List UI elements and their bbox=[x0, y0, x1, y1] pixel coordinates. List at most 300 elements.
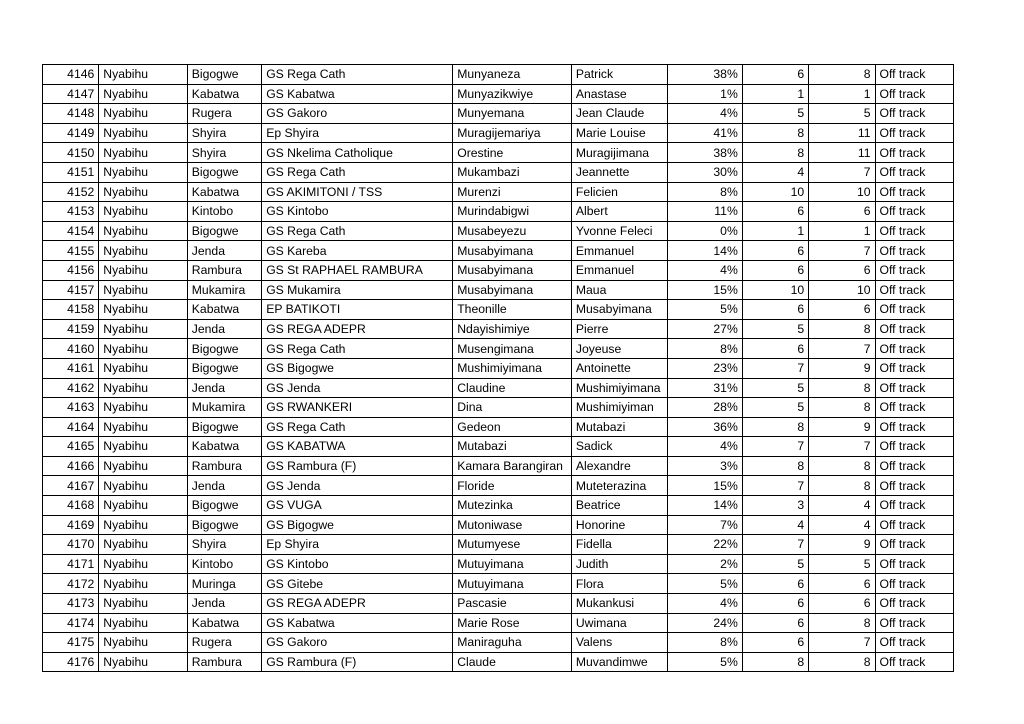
cell-school: GS Gitebe bbox=[262, 574, 453, 594]
cell-school: GS Jenda bbox=[262, 476, 453, 496]
cell-status: Off track bbox=[875, 437, 953, 457]
cell-first_name: Emmanuel bbox=[571, 241, 668, 261]
cell-count_1: 6 bbox=[742, 65, 808, 85]
cell-last_name: Floride bbox=[453, 476, 572, 496]
table-row bbox=[43, 143, 954, 163]
cell-status: Off track bbox=[875, 613, 953, 633]
cell-school: GS Kabatwa bbox=[262, 613, 453, 633]
cell-first_name: Anastase bbox=[571, 84, 668, 104]
cell-count_1: 5 bbox=[742, 398, 808, 418]
cell-sector: Kabatwa bbox=[187, 613, 261, 633]
cell-count_2: 8 bbox=[809, 652, 875, 672]
cell-first_name: Fidella bbox=[571, 535, 668, 555]
cell-last_name: Musabyimana bbox=[453, 260, 572, 280]
cell-status: Off track bbox=[875, 241, 953, 261]
cell-id: 4165 bbox=[43, 437, 99, 457]
cell-school: GS Gakoro bbox=[262, 633, 453, 653]
cell-id: 4154 bbox=[43, 221, 99, 241]
cell-id: 4156 bbox=[43, 260, 99, 280]
cell-count_2: 7 bbox=[809, 162, 875, 182]
cell-sector: Mukamira bbox=[187, 280, 261, 300]
cell-last_name: Mutoniwase bbox=[453, 515, 572, 535]
cell-school: GS VUGA bbox=[262, 496, 453, 516]
cell-count_1: 8 bbox=[742, 143, 808, 163]
table-row bbox=[43, 398, 954, 418]
cell-sector: Bigogwe bbox=[187, 221, 261, 241]
cell-percent: 1% bbox=[668, 84, 742, 104]
cell-percent: 23% bbox=[668, 358, 742, 378]
table-row bbox=[43, 162, 954, 182]
cell-sector: Bigogwe bbox=[187, 515, 261, 535]
cell-count_2: 5 bbox=[809, 554, 875, 574]
cell-last_name: Mutumyese bbox=[453, 535, 572, 555]
cell-status: Off track bbox=[875, 594, 953, 614]
table-row bbox=[43, 241, 954, 261]
cell-percent: 31% bbox=[668, 378, 742, 398]
cell-percent: 38% bbox=[668, 65, 742, 85]
cell-first_name: Albert bbox=[571, 202, 668, 222]
cell-sector: Kintobo bbox=[187, 202, 261, 222]
cell-id: 4153 bbox=[43, 202, 99, 222]
cell-last_name: Claude bbox=[453, 652, 572, 672]
cell-count_2: 6 bbox=[809, 574, 875, 594]
cell-sector: Kabatwa bbox=[187, 84, 261, 104]
cell-district: Nyabihu bbox=[99, 437, 187, 457]
cell-district: Nyabihu bbox=[99, 535, 187, 555]
cell-school: GS Rega Cath bbox=[262, 339, 453, 359]
cell-school: GS Rega Cath bbox=[262, 221, 453, 241]
cell-last_name: Musabeyezu bbox=[453, 221, 572, 241]
cell-last_name: Mushimiyimana bbox=[453, 358, 572, 378]
cell-last_name: Mutezinka bbox=[453, 496, 572, 516]
cell-last_name: Munyaneza bbox=[453, 65, 572, 85]
table-row bbox=[43, 437, 954, 457]
cell-sector: Rugera bbox=[187, 104, 261, 124]
cell-percent: 15% bbox=[668, 476, 742, 496]
cell-sector: Jenda bbox=[187, 594, 261, 614]
cell-status: Off track bbox=[875, 104, 953, 124]
cell-school: GS Jenda bbox=[262, 378, 453, 398]
cell-first_name: Jean Claude bbox=[571, 104, 668, 124]
cell-percent: 11% bbox=[668, 202, 742, 222]
cell-first_name: Muragijimana bbox=[571, 143, 668, 163]
cell-district: Nyabihu bbox=[99, 652, 187, 672]
cell-count_1: 8 bbox=[742, 652, 808, 672]
cell-status: Off track bbox=[875, 476, 953, 496]
cell-sector: Jenda bbox=[187, 476, 261, 496]
cell-count_1: 6 bbox=[742, 260, 808, 280]
cell-last_name: Claudine bbox=[453, 378, 572, 398]
cell-status: Off track bbox=[875, 515, 953, 535]
cell-status: Off track bbox=[875, 65, 953, 85]
cell-first_name: Muvandimwe bbox=[571, 652, 668, 672]
cell-percent: 4% bbox=[668, 437, 742, 457]
cell-first_name: Beatrice bbox=[571, 496, 668, 516]
cell-count_2: 8 bbox=[809, 476, 875, 496]
cell-percent: 0% bbox=[668, 221, 742, 241]
cell-count_2: 9 bbox=[809, 417, 875, 437]
table-row bbox=[43, 65, 954, 85]
cell-district: Nyabihu bbox=[99, 65, 187, 85]
cell-id: 4157 bbox=[43, 280, 99, 300]
cell-count_1: 6 bbox=[742, 202, 808, 222]
cell-sector: Bigogwe bbox=[187, 162, 261, 182]
cell-school: GS Kareba bbox=[262, 241, 453, 261]
cell-first_name: Muteterazina bbox=[571, 476, 668, 496]
cell-status: Off track bbox=[875, 398, 953, 418]
cell-first_name: Mushimiyiman bbox=[571, 398, 668, 418]
cell-percent: 3% bbox=[668, 456, 742, 476]
table-row bbox=[43, 476, 954, 496]
cell-count_2: 8 bbox=[809, 378, 875, 398]
cell-sector: Bigogwe bbox=[187, 358, 261, 378]
cell-count_2: 7 bbox=[809, 633, 875, 653]
cell-last_name: Mukambazi bbox=[453, 162, 572, 182]
cell-status: Off track bbox=[875, 535, 953, 555]
table-row bbox=[43, 84, 954, 104]
cell-count_2: 6 bbox=[809, 260, 875, 280]
cell-id: 4148 bbox=[43, 104, 99, 124]
cell-last_name: Ndayishimiye bbox=[453, 319, 572, 339]
cell-count_2: 4 bbox=[809, 496, 875, 516]
table-row bbox=[43, 260, 954, 280]
cell-district: Nyabihu bbox=[99, 398, 187, 418]
cell-sector: Bigogwe bbox=[187, 339, 261, 359]
cell-status: Off track bbox=[875, 319, 953, 339]
table-row bbox=[43, 496, 954, 516]
cell-school: GS Rega Cath bbox=[262, 417, 453, 437]
cell-last_name: Musabyimana bbox=[453, 241, 572, 261]
cell-percent: 5% bbox=[668, 574, 742, 594]
cell-sector: Jenda bbox=[187, 319, 261, 339]
data-table bbox=[42, 64, 954, 672]
cell-first_name: Musabyimana bbox=[571, 300, 668, 320]
cell-count_2: 6 bbox=[809, 202, 875, 222]
cell-count_2: 1 bbox=[809, 84, 875, 104]
cell-count_1: 7 bbox=[742, 358, 808, 378]
cell-last_name: Murenzi bbox=[453, 182, 572, 202]
cell-count_1: 7 bbox=[742, 437, 808, 457]
cell-percent: 7% bbox=[668, 515, 742, 535]
cell-count_2: 8 bbox=[809, 456, 875, 476]
cell-first_name: Honorine bbox=[571, 515, 668, 535]
cell-percent: 4% bbox=[668, 104, 742, 124]
cell-school: GS Kintobo bbox=[262, 554, 453, 574]
cell-last_name: Munyazikwiye bbox=[453, 84, 572, 104]
table-row bbox=[43, 613, 954, 633]
cell-count_2: 10 bbox=[809, 280, 875, 300]
cell-id: 4158 bbox=[43, 300, 99, 320]
cell-count_2: 8 bbox=[809, 398, 875, 418]
cell-status: Off track bbox=[875, 300, 953, 320]
cell-id: 4171 bbox=[43, 554, 99, 574]
cell-first_name: Flora bbox=[571, 574, 668, 594]
cell-first_name: Mushimiyimana bbox=[571, 378, 668, 398]
cell-percent: 36% bbox=[668, 417, 742, 437]
cell-id: 4151 bbox=[43, 162, 99, 182]
cell-district: Nyabihu bbox=[99, 202, 187, 222]
cell-id: 4147 bbox=[43, 84, 99, 104]
cell-status: Off track bbox=[875, 162, 953, 182]
cell-sector: Jenda bbox=[187, 378, 261, 398]
cell-count_2: 7 bbox=[809, 241, 875, 261]
cell-district: Nyabihu bbox=[99, 339, 187, 359]
cell-district: Nyabihu bbox=[99, 554, 187, 574]
cell-count_2: 4 bbox=[809, 515, 875, 535]
cell-id: 4159 bbox=[43, 319, 99, 339]
cell-percent: 8% bbox=[668, 339, 742, 359]
cell-id: 4150 bbox=[43, 143, 99, 163]
cell-sector: Rambura bbox=[187, 260, 261, 280]
cell-first_name: Uwimana bbox=[571, 613, 668, 633]
cell-first_name: Felicien bbox=[571, 182, 668, 202]
cell-district: Nyabihu bbox=[99, 633, 187, 653]
cell-district: Nyabihu bbox=[99, 319, 187, 339]
cell-percent: 4% bbox=[668, 594, 742, 614]
table-row bbox=[43, 104, 954, 124]
table-row bbox=[43, 202, 954, 222]
cell-first_name: Judith bbox=[571, 554, 668, 574]
cell-district: Nyabihu bbox=[99, 476, 187, 496]
cell-school: Ep Shyira bbox=[262, 123, 453, 143]
cell-status: Off track bbox=[875, 417, 953, 437]
cell-count_1: 6 bbox=[742, 594, 808, 614]
cell-sector: Bigogwe bbox=[187, 496, 261, 516]
cell-status: Off track bbox=[875, 496, 953, 516]
cell-sector: Shyira bbox=[187, 143, 261, 163]
cell-id: 4155 bbox=[43, 241, 99, 261]
cell-sector: Mukamira bbox=[187, 398, 261, 418]
cell-percent: 41% bbox=[668, 123, 742, 143]
cell-last_name: Munyemana bbox=[453, 104, 572, 124]
cell-count_2: 6 bbox=[809, 594, 875, 614]
cell-count_1: 1 bbox=[742, 84, 808, 104]
cell-id: 4162 bbox=[43, 378, 99, 398]
cell-status: Off track bbox=[875, 84, 953, 104]
cell-first_name: Joyeuse bbox=[571, 339, 668, 359]
cell-id: 4167 bbox=[43, 476, 99, 496]
cell-count_1: 4 bbox=[742, 515, 808, 535]
cell-count_2: 11 bbox=[809, 143, 875, 163]
cell-percent: 38% bbox=[668, 143, 742, 163]
cell-status: Off track bbox=[875, 633, 953, 653]
cell-count_1: 10 bbox=[742, 182, 808, 202]
cell-school: GS Rega Cath bbox=[262, 65, 453, 85]
table-body bbox=[43, 65, 954, 672]
cell-sector: Kabatwa bbox=[187, 437, 261, 457]
table-row bbox=[43, 182, 954, 202]
cell-sector: Rugera bbox=[187, 633, 261, 653]
cell-last_name: Theonille bbox=[453, 300, 572, 320]
cell-last_name: Maniraguha bbox=[453, 633, 572, 653]
cell-school: GS Rambura (F) bbox=[262, 652, 453, 672]
cell-id: 4176 bbox=[43, 652, 99, 672]
cell-count_2: 5 bbox=[809, 104, 875, 124]
cell-district: Nyabihu bbox=[99, 574, 187, 594]
cell-district: Nyabihu bbox=[99, 358, 187, 378]
cell-sector: Kabatwa bbox=[187, 300, 261, 320]
cell-last_name: Kamara Barangiran bbox=[453, 456, 572, 476]
cell-district: Nyabihu bbox=[99, 241, 187, 261]
cell-count_2: 6 bbox=[809, 300, 875, 320]
cell-count_2: 8 bbox=[809, 65, 875, 85]
cell-id: 4175 bbox=[43, 633, 99, 653]
cell-id: 4164 bbox=[43, 417, 99, 437]
table-row bbox=[43, 574, 954, 594]
cell-count_1: 8 bbox=[742, 417, 808, 437]
cell-sector: Jenda bbox=[187, 241, 261, 261]
cell-sector: Rambura bbox=[187, 652, 261, 672]
cell-count_2: 8 bbox=[809, 319, 875, 339]
cell-last_name: Mutabazi bbox=[453, 437, 572, 457]
table-row bbox=[43, 515, 954, 535]
cell-percent: 2% bbox=[668, 554, 742, 574]
cell-school: EP BATIKOTI bbox=[262, 300, 453, 320]
cell-percent: 28% bbox=[668, 398, 742, 418]
cell-percent: 14% bbox=[668, 241, 742, 261]
cell-sector: Muringa bbox=[187, 574, 261, 594]
cell-id: 4174 bbox=[43, 613, 99, 633]
cell-count_1: 8 bbox=[742, 456, 808, 476]
cell-status: Off track bbox=[875, 143, 953, 163]
cell-school: GS Bigogwe bbox=[262, 515, 453, 535]
cell-count_2: 7 bbox=[809, 339, 875, 359]
table-row bbox=[43, 339, 954, 359]
cell-percent: 22% bbox=[668, 535, 742, 555]
cell-district: Nyabihu bbox=[99, 123, 187, 143]
cell-district: Nyabihu bbox=[99, 182, 187, 202]
cell-school: GS St RAPHAEL RAMBURA bbox=[262, 260, 453, 280]
cell-sector: Shyira bbox=[187, 535, 261, 555]
cell-percent: 5% bbox=[668, 652, 742, 672]
table-row bbox=[43, 221, 954, 241]
cell-district: Nyabihu bbox=[99, 280, 187, 300]
cell-first_name: Jeannette bbox=[571, 162, 668, 182]
cell-first_name: Mukankusi bbox=[571, 594, 668, 614]
cell-first_name: Yvonne Feleci bbox=[571, 221, 668, 241]
cell-count_1: 6 bbox=[742, 241, 808, 261]
cell-id: 4169 bbox=[43, 515, 99, 535]
cell-id: 4173 bbox=[43, 594, 99, 614]
cell-id: 4163 bbox=[43, 398, 99, 418]
cell-id: 4152 bbox=[43, 182, 99, 202]
cell-first_name: Patrick bbox=[571, 65, 668, 85]
cell-last_name: Orestine bbox=[453, 143, 572, 163]
cell-count_1: 6 bbox=[742, 339, 808, 359]
cell-district: Nyabihu bbox=[99, 613, 187, 633]
cell-district: Nyabihu bbox=[99, 221, 187, 241]
cell-id: 4170 bbox=[43, 535, 99, 555]
cell-id: 4166 bbox=[43, 456, 99, 476]
cell-status: Off track bbox=[875, 202, 953, 222]
table-row bbox=[43, 554, 954, 574]
cell-count_1: 6 bbox=[742, 300, 808, 320]
cell-count_1: 5 bbox=[742, 319, 808, 339]
cell-status: Off track bbox=[875, 221, 953, 241]
cell-percent: 15% bbox=[668, 280, 742, 300]
cell-district: Nyabihu bbox=[99, 300, 187, 320]
table-row bbox=[43, 652, 954, 672]
cell-sector: Bigogwe bbox=[187, 417, 261, 437]
table-row bbox=[43, 456, 954, 476]
cell-last_name: Musabyimana bbox=[453, 280, 572, 300]
cell-percent: 8% bbox=[668, 182, 742, 202]
cell-count_1: 8 bbox=[742, 123, 808, 143]
cell-percent: 30% bbox=[668, 162, 742, 182]
cell-school: GS KABATWA bbox=[262, 437, 453, 457]
cell-count_1: 7 bbox=[742, 535, 808, 555]
cell-last_name: Muragijemariya bbox=[453, 123, 572, 143]
cell-count_2: 9 bbox=[809, 535, 875, 555]
cell-school: GS Bigogwe bbox=[262, 358, 453, 378]
cell-sector: Shyira bbox=[187, 123, 261, 143]
table-row bbox=[43, 417, 954, 437]
cell-count_1: 3 bbox=[742, 496, 808, 516]
cell-sector: Kabatwa bbox=[187, 182, 261, 202]
cell-school: GS Mukamira bbox=[262, 280, 453, 300]
cell-count_2: 7 bbox=[809, 437, 875, 457]
table-row bbox=[43, 123, 954, 143]
cell-school: GS RWANKERI bbox=[262, 398, 453, 418]
cell-percent: 14% bbox=[668, 496, 742, 516]
cell-percent: 24% bbox=[668, 613, 742, 633]
cell-district: Nyabihu bbox=[99, 496, 187, 516]
cell-count_2: 10 bbox=[809, 182, 875, 202]
cell-count_2: 9 bbox=[809, 358, 875, 378]
cell-last_name: Pascasie bbox=[453, 594, 572, 614]
cell-count_1: 1 bbox=[742, 221, 808, 241]
cell-first_name: Emmanuel bbox=[571, 260, 668, 280]
cell-last_name: Musengimana bbox=[453, 339, 572, 359]
cell-school: GS REGA ADEPR bbox=[262, 319, 453, 339]
cell-last_name: Gedeon bbox=[453, 417, 572, 437]
cell-school: GS Kabatwa bbox=[262, 84, 453, 104]
cell-status: Off track bbox=[875, 123, 953, 143]
cell-district: Nyabihu bbox=[99, 260, 187, 280]
cell-district: Nyabihu bbox=[99, 594, 187, 614]
cell-status: Off track bbox=[875, 456, 953, 476]
cell-id: 4172 bbox=[43, 574, 99, 594]
cell-last_name: Mutuyimana bbox=[453, 554, 572, 574]
cell-id: 4146 bbox=[43, 65, 99, 85]
cell-status: Off track bbox=[875, 652, 953, 672]
cell-school: GS Rega Cath bbox=[262, 162, 453, 182]
cell-count_1: 7 bbox=[742, 476, 808, 496]
cell-status: Off track bbox=[875, 554, 953, 574]
cell-school: GS REGA ADEPR bbox=[262, 594, 453, 614]
cell-status: Off track bbox=[875, 280, 953, 300]
cell-count_1: 4 bbox=[742, 162, 808, 182]
cell-percent: 8% bbox=[668, 633, 742, 653]
cell-last_name: Mutuyimana bbox=[453, 574, 572, 594]
cell-count_1: 5 bbox=[742, 378, 808, 398]
cell-sector: Kintobo bbox=[187, 554, 261, 574]
cell-district: Nyabihu bbox=[99, 417, 187, 437]
cell-status: Off track bbox=[875, 260, 953, 280]
cell-count_1: 10 bbox=[742, 280, 808, 300]
cell-percent: 4% bbox=[668, 260, 742, 280]
cell-district: Nyabihu bbox=[99, 378, 187, 398]
table-row bbox=[43, 633, 954, 653]
cell-school: GS Rambura (F) bbox=[262, 456, 453, 476]
cell-id: 4160 bbox=[43, 339, 99, 359]
cell-district: Nyabihu bbox=[99, 456, 187, 476]
cell-last_name: Dina bbox=[453, 398, 572, 418]
cell-school: GS Nkelima Catholique bbox=[262, 143, 453, 163]
cell-district: Nyabihu bbox=[99, 143, 187, 163]
cell-status: Off track bbox=[875, 339, 953, 359]
cell-last_name: Murindabigwi bbox=[453, 202, 572, 222]
